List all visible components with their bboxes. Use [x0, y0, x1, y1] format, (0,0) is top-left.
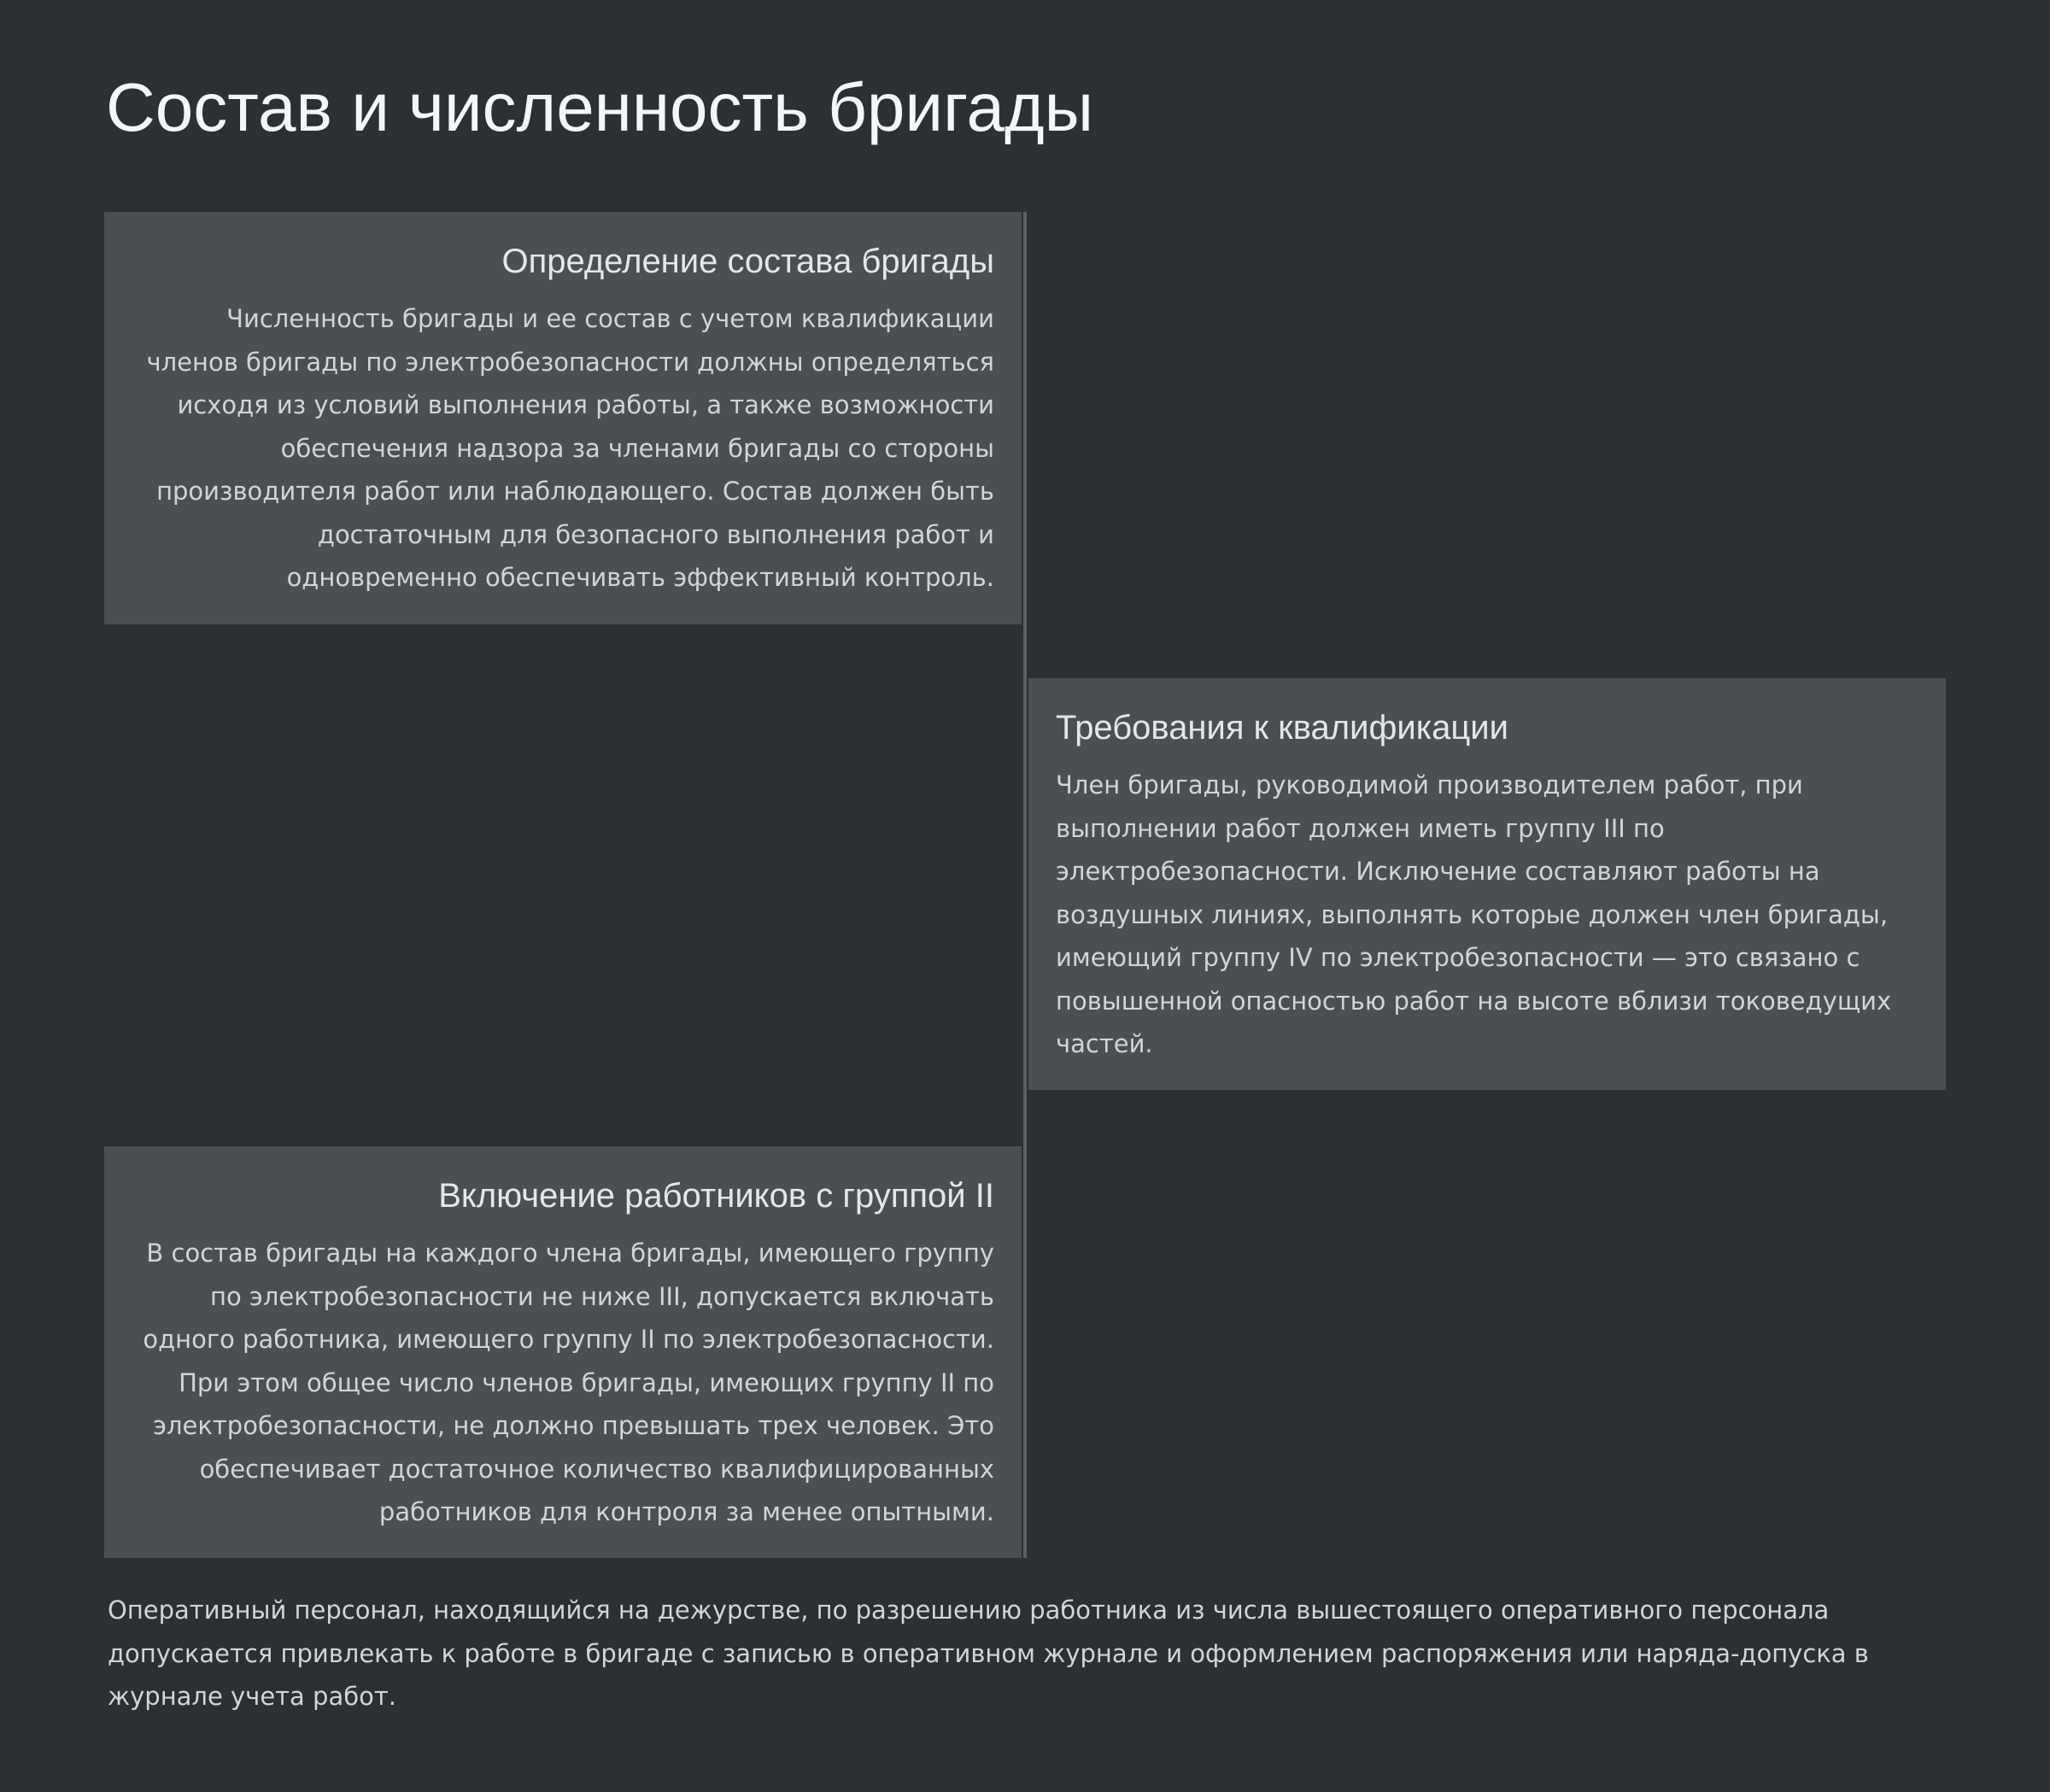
footer-note: Оперативный персонал, находящийся на дежурстве, по разрешению работника из числа вышестоящего оперативного персонала допускается привлекать к работе в бригаде с записью в оперативном журнале и оформлением распоряжения или наряда-допуска в журнале учета работ.: [108, 1596, 1869, 1711]
card-text: Член бригады, руководимой производителем работ, при выполнении работ должен иметь группу III по электробезопасности. Исключение составляют работы на воздушных линиях, выполнять которые должен член бригады, имеющий группу IV по электробезопасности — это связано с повышенной опасностью работ на высоте вблизи токоведущих частей.: [1056, 770, 1892, 1058]
card-text: В состав бригады на каждого члена бригады, имеющего группу по электробезопасности не ниже III, допускается включать одного работника, имеющего группу II по электробезопасности. При этом общее число членов бригады, имеющих группу II по электробезопасности, не должно превышать трех человек. Это обеспечивает достаточное количество квалифицированных работников для контроля за менее опытными.: [143, 1239, 994, 1526]
timeline-card-group-two: [104, 1146, 1022, 1558]
page-title: Состав и численность бригады: [106, 69, 1094, 145]
card-text: Численность бригады и ее состав с учетом квалификации членов бригады по электробезопасности должны определяться исходя из условий выполнения работы, а также возможности обеспечения надзора за членами бригады со стороны производителя работ или наблюдающего. Состав должен быть достаточным для безопасного выполнения работ и одновременно обеспечивать эффективный контроль.: [146, 304, 994, 592]
card-heading: Требования к квалификации: [1056, 709, 1508, 747]
timeline-card-team-composition: [104, 212, 1022, 624]
card-heading: Определение состава бригады: [501, 243, 994, 280]
card-heading: Включение работников с группой II: [438, 1177, 994, 1215]
timeline-line: [1023, 212, 1027, 1558]
timeline-card-qualification: [1028, 678, 1946, 1090]
